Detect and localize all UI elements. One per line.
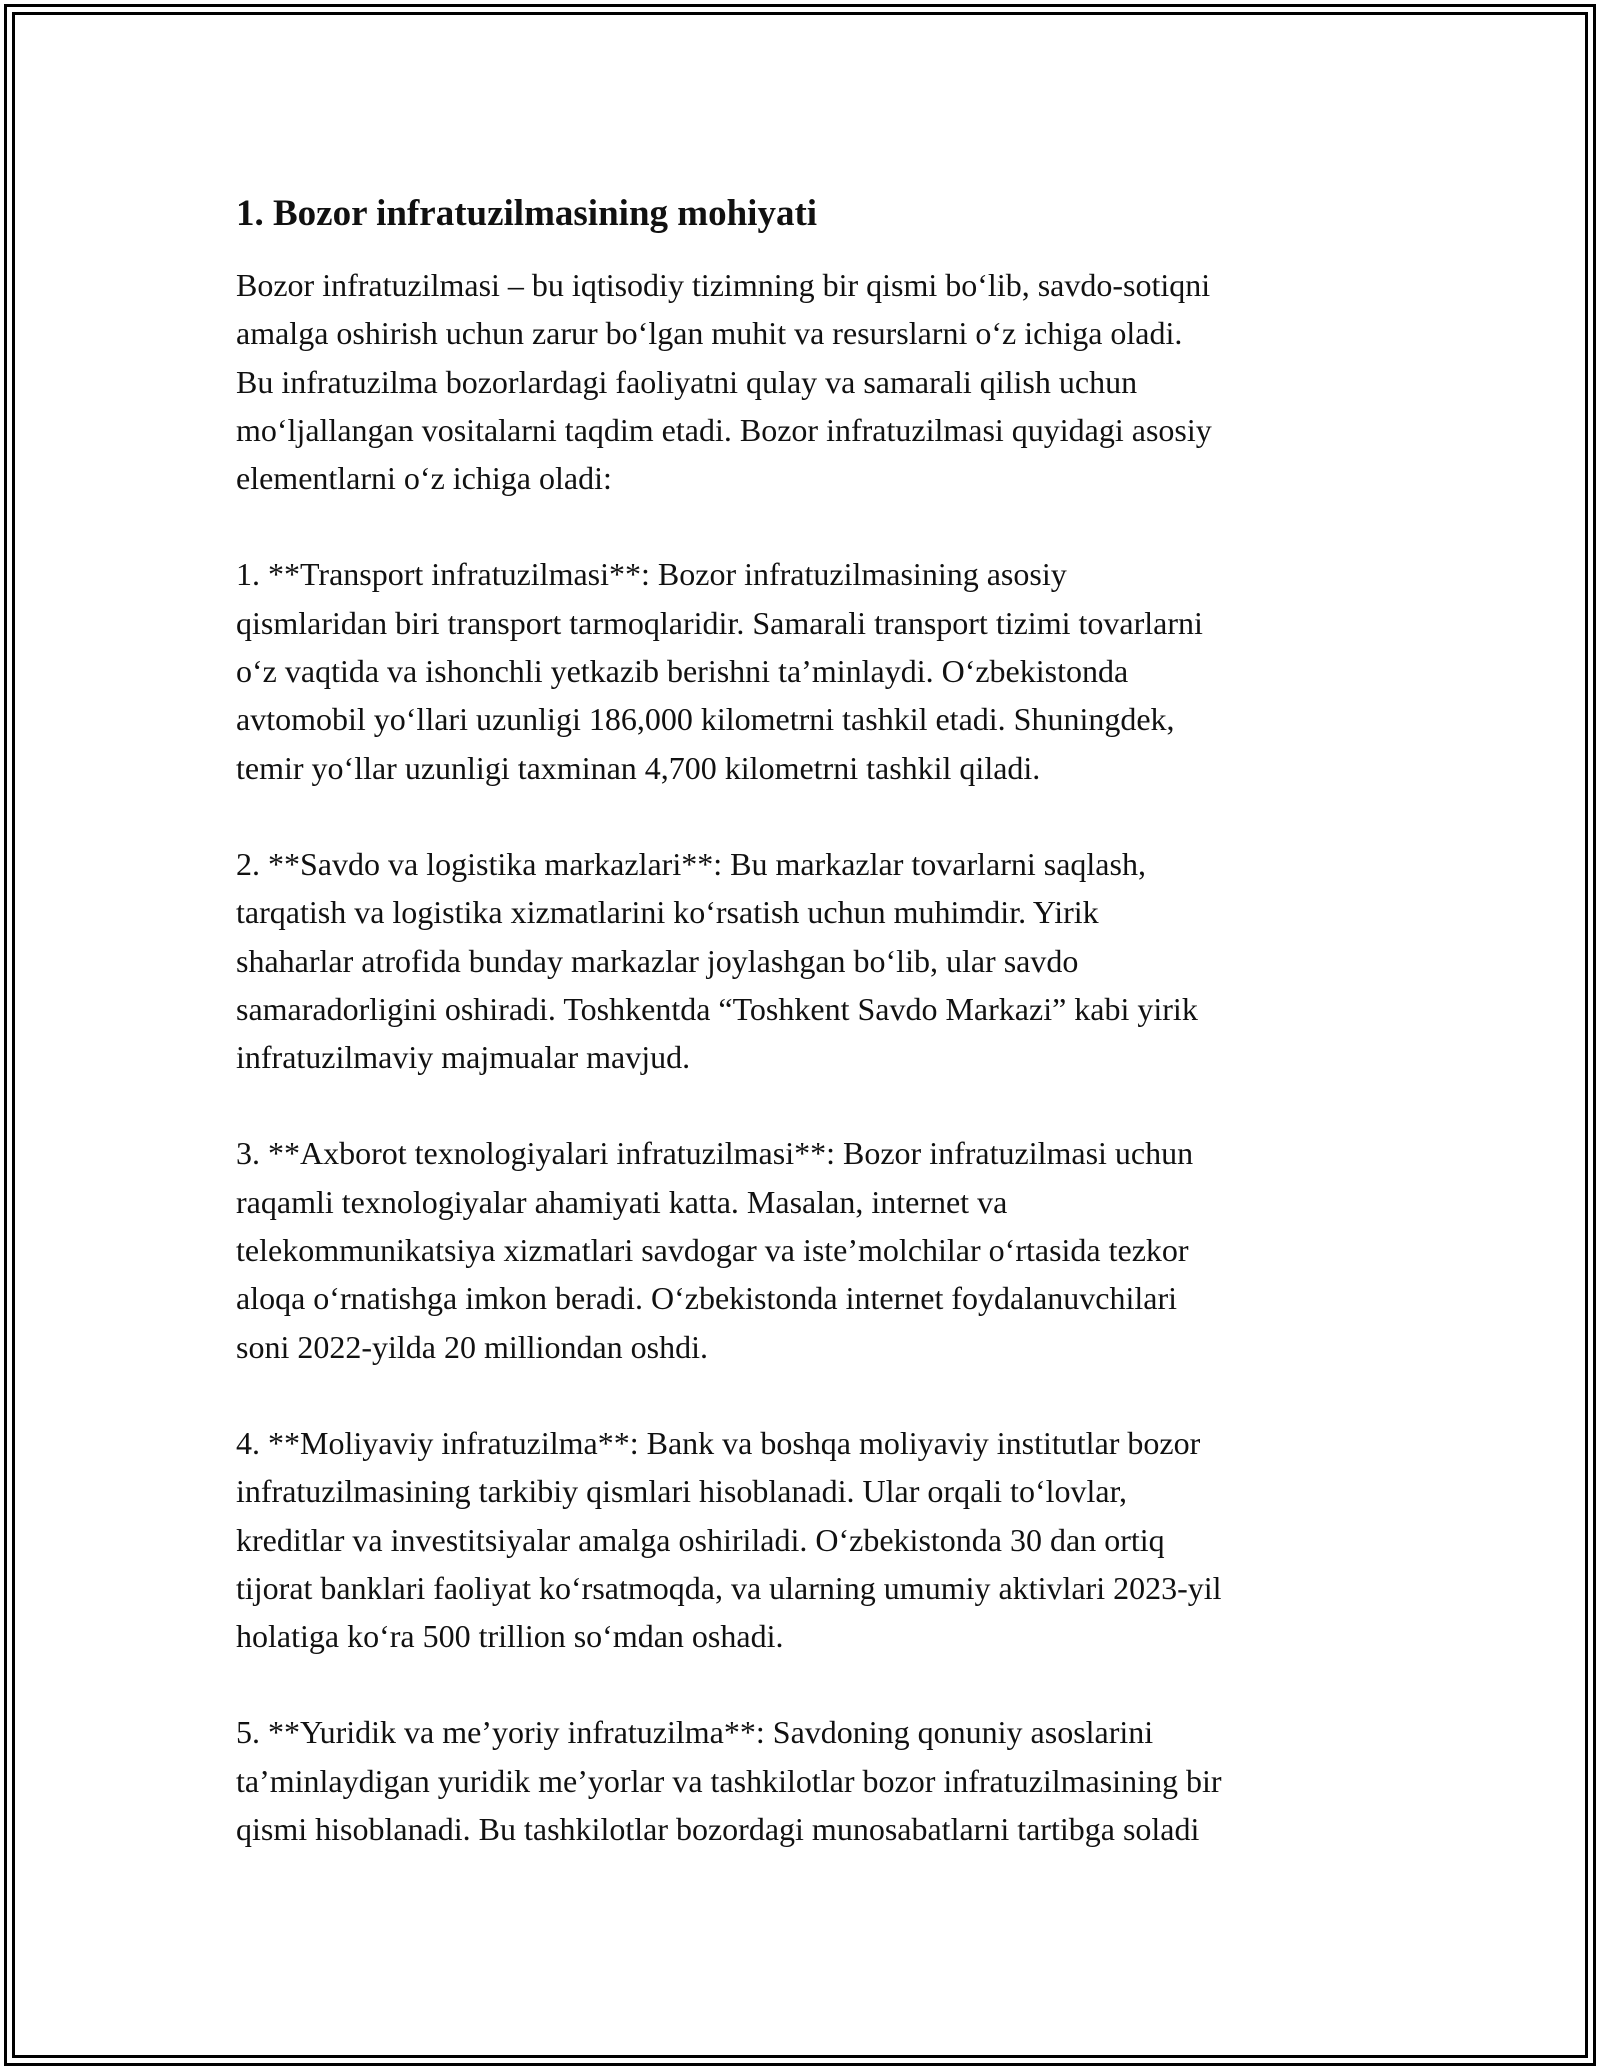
list-item-it: 3. **Axborot texnologiyalari infratuzilmasi**: Bozor infratuzilmasi uchun raqamli texnologiyalar ahamiyati katta. Masalan, internet va telekommunikatsiya xizmatlari savdogar va iste’molchilar o‘rtasida tezkor aloqa o‘rnatishga imkon beradi. O‘zbekistonda internet foydalanuvchilari soni 2022-yilda 20 milliondan oshdi. (236, 1135, 1194, 1365)
intro-paragraph: Bozor infratuzilmasi – bu iqtisodiy tizimning bir qismi bo‘lib, savdo-sotiqni amalga oshirish uchun zarur bo‘lgan muhit va resurslarni o‘z ichiga oladi. Bu infratuzilma bozorlardagi faoliyatni qulay va samarali qilish uchun mo‘ljallangan vositalarni taqdim etadi. Bozor infratuzilmasi quyidagi asosiy elementlarni o‘z ichiga oladi: (236, 267, 1212, 497)
list-item-legal: 5. **Yuridik va me’yoriy infratuzilma**: Savdoning qonuniy asoslarini ta’minlaydigan yuridik me’yorlar va tashkilotlar bozor infratuzilmasining bir qismi hisoblanadi. Bu tashkilotlar bozordagi munosabatlarni tartibga soladi (236, 1714, 1222, 1848)
section-heading: 1. Bozor infratuzilmasining mohiyati (236, 193, 818, 234)
list-item-financial: 4. **Moliyaviy infratuzilma**: Bank va boshqa moliyaviy institutlar bozor infratuzilmasining tarkibiy qismlari hisoblanadi. Ular orqali to‘lovlar, kreditlar va investitsiyalar amalga oshiriladi. O‘zbekistonda 30 dan ortiq tijorat banklari faoliyat ko‘rsatmoqda, va ularning umumiy aktivlari 2023-yil holatiga ko‘ra 500 trillion so‘mdan oshadi. (236, 1424, 1222, 1655)
document-body (236, 190, 1376, 1853)
list-item-transport: 1. **Transport infratuzilmasi**: Bozor infratuzilmasining asosiy qismlaridan biri transport tarmoqlaridir. Samarali transport tizimi tovarlarni o‘z vaqtida va ishonchli yetkazib berishni ta’minlaydi. O‘zbekistonda avtomobil yo‘llari uzunligi 186,000 kilometrni tashkil etadi. Shuningdek, temir yo‘llar uzunligi taxminan 4,700 kilometrni tashkil qiladi. (236, 556, 1203, 786)
list-item-logistics: 2. **Savdo va logistika markazlari**: Bu markazlar tovarlarni saqlash, tarqatish va logistika xizmatlarini ko‘rsatish uchun muhimdir. Yirik shaharlar atrofida bunday markazlar joylashgan bo‘lib, ular savdo samaradorligini oshiradi. Toshkentda “Toshkent Savdo Markazi” kabi yirik infratuzilmaviy majmualar mavjud. (236, 845, 1198, 1076)
